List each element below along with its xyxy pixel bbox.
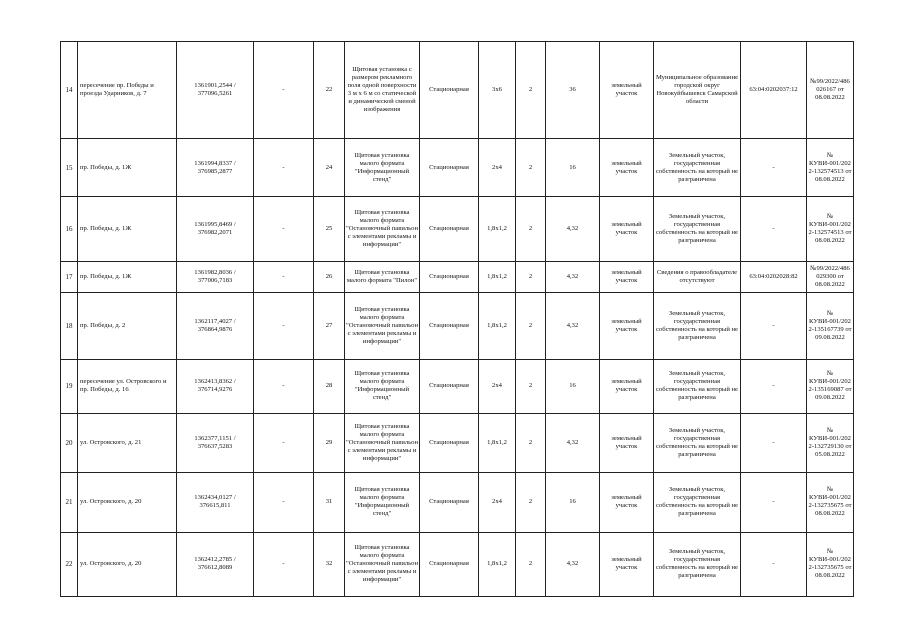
cell-sides: 2: [516, 413, 546, 472]
cell-doc: № КУВИ-001/2022-132574513 от 08.08.2022: [807, 197, 854, 261]
cell-type: Стационарная: [420, 42, 479, 139]
cell-owner: Земельный участок, государственная собственность на который не разграничена: [654, 359, 741, 413]
cell-sides: 2: [516, 261, 546, 293]
cell-type: Стационарная: [420, 261, 479, 293]
cell-address: ул. Островского, д. 21: [78, 413, 177, 472]
cell-desc: Щитовая установка малого формата "Остановочный павильон с элементами рекламы и информации": [345, 197, 420, 261]
cell-land: земельный участок: [600, 42, 654, 139]
cell-size: 3х6: [479, 42, 516, 139]
cell-address: пересечение ул. Островского и пр. Победы, д. 16: [78, 359, 177, 413]
cell-dash: -: [254, 293, 314, 359]
cell-owner: Земельный участок, государственная собственность на который не разграничена: [654, 473, 741, 532]
cell-desc: Щитовая установка малого формата "Информационный стенд": [345, 473, 420, 532]
cell-type: Стационарная: [420, 532, 479, 596]
cell-size: 2х4: [479, 473, 516, 532]
registry-table: [60, 41, 854, 597]
cell-coords: 1361982,8036 / 377006,7183: [177, 261, 254, 293]
cell-land: земельный участок: [600, 413, 654, 472]
cell-dash: -: [254, 473, 314, 532]
cell-dash: -: [254, 359, 314, 413]
cell-area: 4,32: [546, 532, 600, 596]
cell-desc: Щитовая установка малого формата "Информационный стенд": [345, 359, 420, 413]
table-row: [61, 139, 854, 197]
cell-no: 26: [314, 261, 345, 293]
cell-n: 15: [61, 139, 78, 197]
cell-no: 22: [314, 42, 345, 139]
cell-doc: № КУВИ-001/2022-132574513 от 08.08.2022: [807, 139, 854, 197]
table-row: [61, 197, 854, 261]
table-row: [61, 293, 854, 359]
cell-coords: 1361901,2544 / 377096,5261: [177, 42, 254, 139]
cell-no: 29: [314, 413, 345, 472]
cell-cadastral: -: [741, 413, 807, 472]
cell-doc: № КУВИ-001/2022-132729130 от 05.08.2022: [807, 413, 854, 472]
cell-doc: № КУВИ-001/2022-135167739 от 09.08.2022: [807, 293, 854, 359]
table-row: [61, 261, 854, 293]
cell-doc: № КУВИ-001/2022-135169087 от 09.08.2022: [807, 359, 854, 413]
cell-no: 24: [314, 139, 345, 197]
cell-desc: Щитовая установка малого формата "Остановочный павильон с элементами рекламы и информации": [345, 293, 420, 359]
cell-sides: 2: [516, 197, 546, 261]
cell-no: 28: [314, 359, 345, 413]
cell-cadastral: -: [741, 359, 807, 413]
cell-no: 31: [314, 473, 345, 532]
cell-dash: -: [254, 42, 314, 139]
cell-area: 4,32: [546, 261, 600, 293]
cell-desc: Щитовая установка малого формата "Пилон": [345, 261, 420, 293]
cell-owner: Земельный участок, государственная собственность на который не разграничена: [654, 197, 741, 261]
cell-dash: -: [254, 197, 314, 261]
cell-type: Стационарная: [420, 197, 479, 261]
cell-size: 1,8х1,2: [479, 261, 516, 293]
cell-cadastral: -: [741, 532, 807, 596]
cell-land: земельный участок: [600, 139, 654, 197]
cell-type: Стационарная: [420, 139, 479, 197]
cell-land: земельный участок: [600, 197, 654, 261]
cell-coords: 1362377,1151 / 376637,5283: [177, 413, 254, 472]
cell-address: ул. Островского, д. 20: [78, 532, 177, 596]
cell-size: 1,8х1,2: [479, 532, 516, 596]
cell-size: 1,8х1,2: [479, 413, 516, 472]
cell-size: 2х4: [479, 139, 516, 197]
cell-type: Стационарная: [420, 413, 479, 472]
cell-cadastral: -: [741, 139, 807, 197]
cell-land: земельный участок: [600, 261, 654, 293]
cell-desc: Щитовая установка малого формата "Остановочный павильон с элементами рекламы и информации": [345, 532, 420, 596]
cell-no: 32: [314, 532, 345, 596]
cell-desc: Щитовая установка малого формата "Остановочный павильон с элементами рекламы и информации": [345, 413, 420, 472]
cell-n: 18: [61, 293, 78, 359]
cell-type: Стационарная: [420, 473, 479, 532]
cell-address: пересечение пр. Победы и проезда Ударников, д. 7: [78, 42, 177, 139]
cell-area: 16: [546, 359, 600, 413]
cell-area: 4,32: [546, 413, 600, 472]
cell-area: 4,32: [546, 293, 600, 359]
cell-dash: -: [254, 413, 314, 472]
cell-n: 22: [61, 532, 78, 596]
cell-area: 4,32: [546, 197, 600, 261]
cell-no: 25: [314, 197, 345, 261]
cell-coords: 1362413,8362 / 376714,9276: [177, 359, 254, 413]
cell-doc: № КУВИ-001/2022-132735675 от 08.08.2022: [807, 532, 854, 596]
table-row: [61, 359, 854, 413]
cell-doc: №99/2022/486 026167 от 08.08.2022: [807, 42, 854, 139]
cell-n: 14: [61, 42, 78, 139]
cell-owner: Земельный участок, государственная собственность на который не разграничена: [654, 532, 741, 596]
cell-cadastral: -: [741, 197, 807, 261]
cell-dash: -: [254, 261, 314, 293]
cell-sides: 2: [516, 293, 546, 359]
cell-dash: -: [254, 532, 314, 596]
cell-size: 2х4: [479, 359, 516, 413]
cell-cadastral: -: [741, 473, 807, 532]
table-row: [61, 473, 854, 532]
cell-address: ул. Островского, д. 20: [78, 473, 177, 532]
cell-desc: Щитовая установка малого формата "Информационный стенд": [345, 139, 420, 197]
cell-sides: 2: [516, 42, 546, 139]
cell-n: 19: [61, 359, 78, 413]
cell-address: пр. Победы, д. 1Ж: [78, 197, 177, 261]
cell-sides: 2: [516, 139, 546, 197]
cell-land: земельный участок: [600, 473, 654, 532]
cell-area: 16: [546, 473, 600, 532]
cell-dash: -: [254, 139, 314, 197]
cell-n: 21: [61, 473, 78, 532]
cell-cadastral: 63:04:0202028:82: [741, 261, 807, 293]
cell-size: 1,8х1,2: [479, 197, 516, 261]
cell-sides: 2: [516, 532, 546, 596]
cell-cadastral: -: [741, 293, 807, 359]
cell-type: Стационарная: [420, 359, 479, 413]
cell-coords: 1361994,8337 / 376985,2877: [177, 139, 254, 197]
cell-land: земельный участок: [600, 293, 654, 359]
cell-n: 20: [61, 413, 78, 472]
cell-owner: Муниципальное образование городской округ Новокуйбышевск Самарской области: [654, 42, 741, 139]
cell-doc: № КУВИ-001/2022-132735675 от 08.08.2022: [807, 473, 854, 532]
cell-n: 17: [61, 261, 78, 293]
cell-land: земельный участок: [600, 359, 654, 413]
table-row: [61, 413, 854, 472]
cell-area: 16: [546, 139, 600, 197]
cell-owner: Земельный участок, государственная собственность на который не разграничена: [654, 293, 741, 359]
cell-coords: 1362412,2785 / 376612,8089: [177, 532, 254, 596]
cell-size: 1,8х1,2: [479, 293, 516, 359]
cell-owner: Земельный участок, государственная собственность на который не разграничена: [654, 139, 741, 197]
cell-coords: 1362117,4027 / 376864,9876: [177, 293, 254, 359]
cell-desc: Щитовая установка с размером рекламного поля одной поверхности 3 м х 6 м со статической и динамической сменой изображения: [345, 42, 420, 139]
cell-cadastral: 63:04:0202037:12: [741, 42, 807, 139]
cell-doc: №99/2022/486 029300 от 08.08.2022: [807, 261, 854, 293]
cell-coords: 1362434,0127 / 376615,811: [177, 473, 254, 532]
cell-owner: Сведения о правообладателе отсутствуют: [654, 261, 741, 293]
cell-type: Стационарная: [420, 293, 479, 359]
cell-land: земельный участок: [600, 532, 654, 596]
cell-owner: Земельный участок, государственная собственность на который не разграничена: [654, 413, 741, 472]
cell-address: пр. Победы, д. 1Ж: [78, 139, 177, 197]
cell-no: 27: [314, 293, 345, 359]
cell-sides: 2: [516, 359, 546, 413]
cell-address: пр. Победы, д. 2: [78, 293, 177, 359]
table-row: [61, 532, 854, 596]
cell-n: 16: [61, 197, 78, 261]
cell-coords: 1361995,8469 / 376982,2071: [177, 197, 254, 261]
cell-area: 36: [546, 42, 600, 139]
cell-sides: 2: [516, 473, 546, 532]
cell-address: пр. Победы, д. 1Ж: [78, 261, 177, 293]
table-row: [61, 42, 854, 139]
